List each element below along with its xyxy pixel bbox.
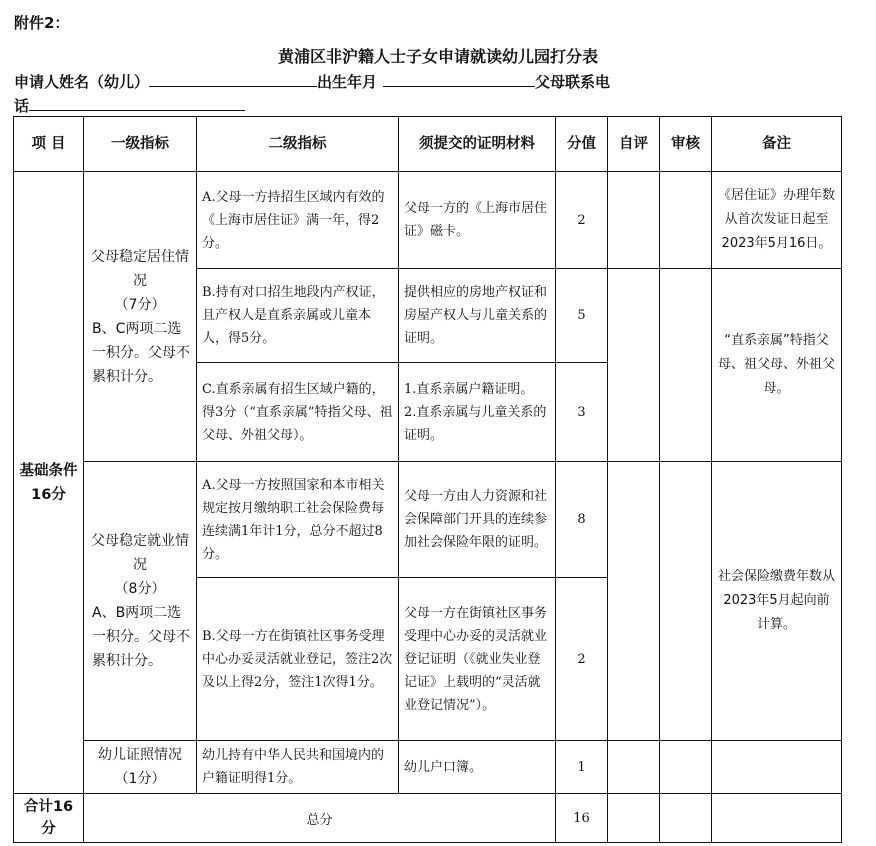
group-child-documents: 幼儿证照情况 （1分）: [84, 741, 197, 794]
phone-label-line2: 话: [14, 97, 30, 115]
self-eval-cell[interactable]: [608, 269, 660, 462]
header-self-eval: 自评: [608, 117, 660, 172]
birth-date-blank: [383, 70, 535, 87]
review-cell[interactable]: [660, 172, 712, 269]
score-employment-b: 2: [556, 578, 608, 741]
indicator-employment-b: B.父母一方在街镇社区事务受理中心办妥灵活就业登记，签注2次及以上得2分，签注1次得1分。: [197, 578, 399, 741]
indicator-child-documents: 幼儿持有中华人民共和国境内的户籍证明得1分。: [197, 741, 399, 794]
header-remark: 备注: [712, 117, 842, 172]
remark-total: [712, 794, 842, 843]
header-level2: 二级指标: [197, 117, 399, 172]
total-score: 16: [556, 794, 608, 843]
group-employment: 父母稳定就业情况 （8分） A、B两项二选一积分。父母不累积计分。: [84, 462, 197, 741]
score-residence-b: 5: [556, 269, 608, 363]
self-eval-cell[interactable]: [608, 462, 660, 741]
header-item: 项 目: [14, 117, 84, 172]
review-total[interactable]: [660, 794, 712, 843]
score-table: [13, 116, 842, 843]
birth-date-label: 出生年月: [317, 73, 378, 91]
materials-residence-c: 1.直系亲属户籍证明。 2.直系亲属与儿童关系的证明。: [399, 363, 556, 462]
header-row: [14, 117, 842, 172]
group-residence: 父母稳定居住情况 （7分） B、C两项二选一积分。父母不累积计分。: [84, 172, 197, 462]
score-child-documents: 1: [556, 741, 608, 794]
annex-label: 附件2：: [14, 14, 70, 32]
score-residence-a: 2: [556, 172, 608, 269]
total-summary-label: 总分: [84, 794, 556, 843]
header-materials: 须提交的证明材料: [399, 117, 556, 172]
total-row: [14, 794, 842, 843]
remark-child-documents: [712, 741, 842, 794]
materials-residence-a: 父母一方的《上海市居住证》磁卡。: [399, 172, 556, 269]
applicant-name-label: 申请人姓名（幼儿）: [14, 73, 150, 91]
remark-direct-relatives: “直系亲属”特指父母、祖父母、外祖父母。: [712, 269, 842, 462]
table-row: [14, 741, 842, 794]
applicant-info: [14, 70, 674, 118]
review-cell[interactable]: [660, 741, 712, 794]
review-cell[interactable]: [660, 269, 712, 462]
total-label: 合计16分: [14, 794, 84, 843]
materials-child-documents: 幼儿户口簿。: [399, 741, 556, 794]
score-employment-a: 8: [556, 462, 608, 578]
phone-blank: [29, 94, 245, 111]
materials-residence-b: 提供相应的房地产权证和房屋产权人与儿童关系的证明。: [399, 269, 556, 363]
review-cell[interactable]: [660, 462, 712, 741]
remark-employment: 社会保险缴费年数从2023年5月起向前计算。: [712, 462, 842, 741]
score-residence-c: 3: [556, 363, 608, 462]
document-title: 黄浦区非沪籍人士子女申请就读幼儿园打分表: [277, 47, 598, 66]
indicator-residence-b: B.持有对口招生地段内产权证，且产权人是直系亲属或儿童本人，得5分。: [197, 269, 399, 363]
self-eval-cell[interactable]: [608, 172, 660, 269]
header-level1: 一级指标: [84, 117, 197, 172]
remark-residence-a: 《居住证》办理年数从首次发证日起至2023年5月16日。: [712, 172, 842, 269]
phone-label-line1: 父母联系电: [535, 73, 611, 91]
applicant-name-blank: [149, 70, 317, 87]
header-review: 审核: [660, 117, 712, 172]
indicator-residence-a: A.父母一方持招生区域内有效的《上海市居住证》满一年，得2分。: [197, 172, 399, 269]
self-eval-total[interactable]: [608, 794, 660, 843]
header-score: 分值: [556, 117, 608, 172]
indicator-residence-c: C.直系亲属有招生区域户籍的，得3分（“直系亲属”特指父母、祖父母、外祖父母）。: [197, 363, 399, 462]
self-eval-cell[interactable]: [608, 741, 660, 794]
materials-employment-b: 父母一方在街镇社区事务受理中心办妥的灵活就业登记证明（《就业失业登记证》上载明的“灵活就业登记情况”）。: [399, 578, 556, 741]
table-row: [14, 172, 842, 269]
basic-conditions-cell: 基础条件16分: [14, 172, 84, 794]
materials-employment-a: 父母一方由人力资源和社会保障部门开具的连续参加社会保险年限的证明。: [399, 462, 556, 578]
table-row: [14, 462, 842, 578]
indicator-employment-a: A.父母一方按照国家和本市相关规定按月缴纳职工社会保险费每连续满1年计1分，总分不超过8分。: [197, 462, 399, 578]
